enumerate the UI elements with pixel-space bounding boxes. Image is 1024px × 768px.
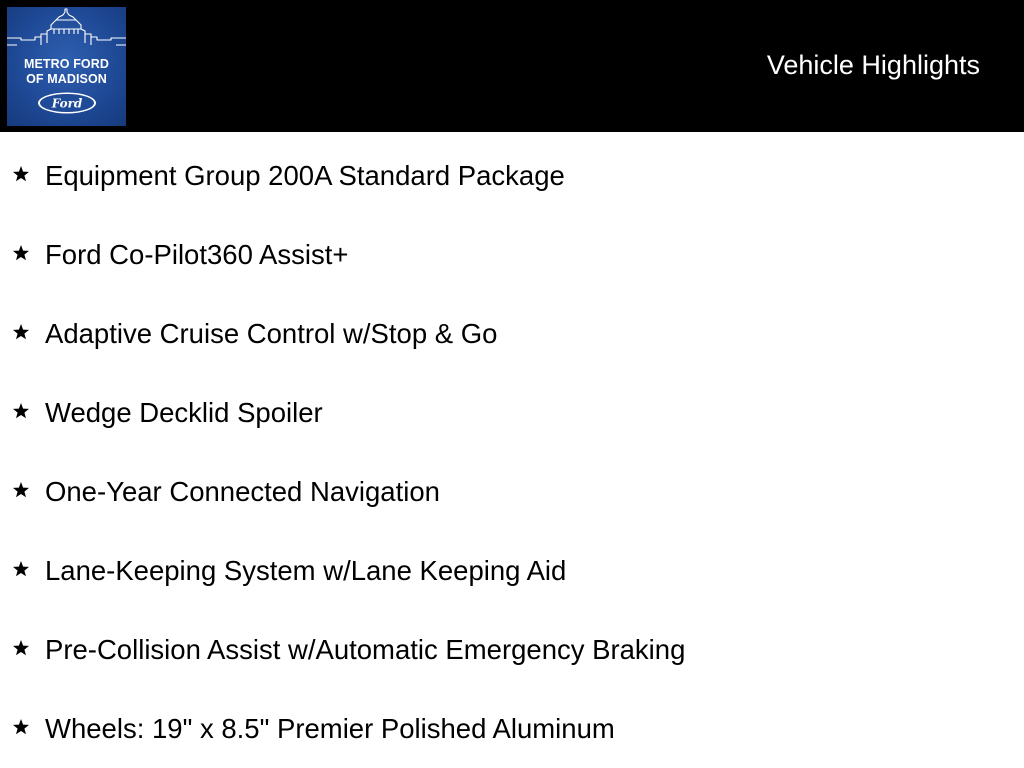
star-icon bbox=[10, 242, 32, 264]
header-bar bbox=[0, 0, 1024, 132]
page-title: Vehicle Highlights bbox=[766, 50, 980, 80]
list-item bbox=[0, 232, 1024, 272]
list-item bbox=[0, 153, 1024, 193]
list-item bbox=[0, 627, 1024, 667]
star-icon bbox=[10, 400, 32, 422]
star-icon bbox=[10, 321, 32, 343]
ford-brand-text: Ford bbox=[51, 96, 83, 111]
star-icon bbox=[10, 558, 32, 580]
list-item bbox=[0, 706, 1024, 746]
star-icon bbox=[10, 637, 32, 659]
star-icon bbox=[10, 479, 32, 501]
highlight-label: Pre-Collision Assist w/Automatic Emergency Braking bbox=[45, 634, 686, 665]
dealer-logo bbox=[7, 7, 126, 126]
highlight-label: Wedge Decklid Spoiler bbox=[45, 397, 323, 428]
ford-oval-icon bbox=[37, 92, 97, 114]
dealer-name-line1: METRO FORD bbox=[23, 57, 110, 71]
highlight-label: Lane-Keeping System w/Lane Keeping Aid bbox=[45, 555, 567, 586]
list-item bbox=[0, 390, 1024, 430]
highlight-label: Adaptive Cruise Control w/Stop & Go bbox=[45, 318, 498, 349]
star-icon bbox=[10, 716, 32, 738]
capitol-skyline-icon bbox=[7, 7, 126, 57]
highlight-label: Ford Co-Pilot360 Assist+ bbox=[45, 239, 349, 270]
highlight-label: Wheels: 19" x 8.5" Premier Polished Aluminum bbox=[45, 713, 615, 744]
star-icon bbox=[10, 163, 32, 185]
list-item bbox=[0, 311, 1024, 351]
dealer-name-line2: OF MADISON bbox=[26, 72, 107, 86]
highlight-label: One-Year Connected Navigation bbox=[45, 476, 440, 507]
list-item bbox=[0, 469, 1024, 509]
highlight-label: Equipment Group 200A Standard Package bbox=[45, 160, 565, 191]
list-item bbox=[0, 548, 1024, 588]
